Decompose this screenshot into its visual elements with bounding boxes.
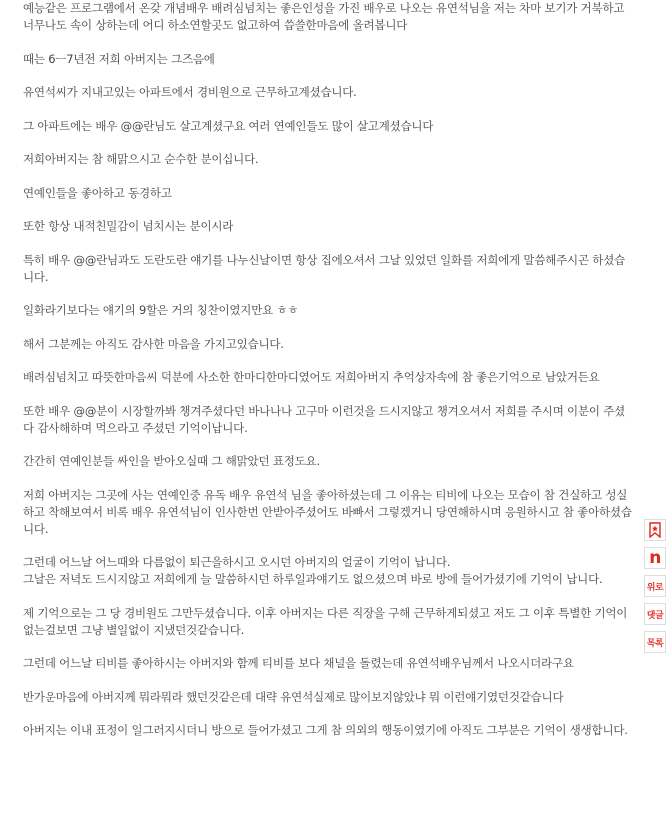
article-paragraph: 일화라기보다는 얘기의 9할은 거의 칭찬이였지만요 ㅎㅎ [23,303,299,317]
list-label: 목록 [646,638,664,649]
article-body [23,0,635,756]
bookmark-star-icon [648,522,662,538]
naver-share-button[interactable] [644,547,666,569]
article-paragraph: 유연석씨가 지내고있는 아파트에서 경비원으로 근무하고계셨습니다. [23,85,357,99]
article-paragraph: 연예인들을 좋아하고 동경하고 [23,185,172,200]
article-paragraph: 해서 그분께는 아직도 감사한 마음을 가지고있습니다. [23,336,284,351]
bookmark-button[interactable] [644,519,666,541]
article-paragraph: 그 아파트에는 배우 @@란님도 살고계셨구요 여러 연예인들도 많이 살고계셨습니다 [23,118,434,133]
scroll-top-button[interactable] [644,575,666,597]
scroll-top-label: 위로 [646,582,664,593]
article-paragraph: 저희아버지는 참 해맑으시고 순수한 분이십니다. [23,152,259,166]
side-toolbar [643,519,667,653]
article-paragraph: 간간히 연예인분들 싸인을 받아오실때 그 해맑았던 표정도요. [23,454,320,468]
article-paragraph: 그런데 어느날 어느때와 다름없이 퇴근을하시고 오시던 아버지의 얼굴이 기억이 납니다. 그날은 저녁도 드시지않고 저희에게 늘 말씀하시던 하루일과얘기도 없으셨으며 바로 방에 들어가셨기에 기억이 납니다. [23,555,603,586]
article-paragraph: 제 기억으로는 그 당 경비원도 그만두셨습니다. 이후 아버지는 다른 직장을 구해 근무하게되셨고 저도 그 이후 특별한 기억이 없는걸보면 그냥 별일없이 지냈던것같습니다. [23,605,628,637]
article-paragraph: 저희 아버지는 그곳에 사는 연예인중 유독 배우 유연석 님을 좋아하셨는데 그 이유는 티비에 나오는 모습이 참 건실하고 성실하고 착해보여서 비록 배우 유연석님이 인사한번 안받아주셨어도 바빠서 그렇겠거니 당연해하시며 응원하시고 참 좋아하셨습니다. [23,487,632,536]
comment-label: 댓글 [646,610,664,621]
article-paragraph: 반가운마음에 아버지께 뭐라뭐라 했던것같은데 대략 유연석실제로 많이보지않았냐 뭐 이런얘기였던것같습니다 [23,689,564,704]
article-paragraph: 그런데 어느날 티비를 좋아하시는 아버지와 함께 티비를 보다 채널을 돌렸는데 유연석배우님께서 나오시더라구요 [23,656,574,670]
naver-n-icon: n [649,547,661,568]
article-paragraph: 또한 배우 @@분이 시장할까봐 챙겨주셨다던 바나나나 고구마 이런것을 드시지않고 챙겨오셔서 저희를 주시며 이분이 주셨다 감사해하며 먹으라고 주셨던 기억이납니다. [23,403,626,435]
article-paragraph: 또한 항상 내적친밀감이 넘치시는 분이시라 [23,219,234,233]
article-paragraph: 배려심넘치고 따뜻한마음씨 덕분에 사소한 한마디한마디였어도 저희아버지 추억상자속에 참 좋은기억으로 남았거든요 [23,370,600,384]
article-paragraph: 예능같은 프로그램에서 온갖 개념배우 배려심넘치는 좋은인성을 가진 배우로 나오는 유연석님을 저는 차마 보기가 거북하고 너무나도 속이 상하는데 어디 하소연할곳도 없고하여 씁쓸한마음에 올려봅니다 [23,1,625,32]
article-paragraph: 때는 6ㅡ7년전 저희 아버지는 그즈음에 [23,51,215,66]
comment-button[interactable] [644,603,666,625]
article-paragraph: 아버지는 이내 표정이 일그러지시더니 방으로 들어가셨고 그게 참 의외의 행동이였기에 아직도 그부분은 기억이 생생합니다. [23,723,628,737]
article-paragraph: 특히 배우 @@란님과도 도란도란 얘기를 나누신날이면 항상 집에오셔서 그날 있었던 일화를 저희에게 말씀해주시곤 하셨습니다. [23,252,626,284]
list-button[interactable] [644,631,666,653]
